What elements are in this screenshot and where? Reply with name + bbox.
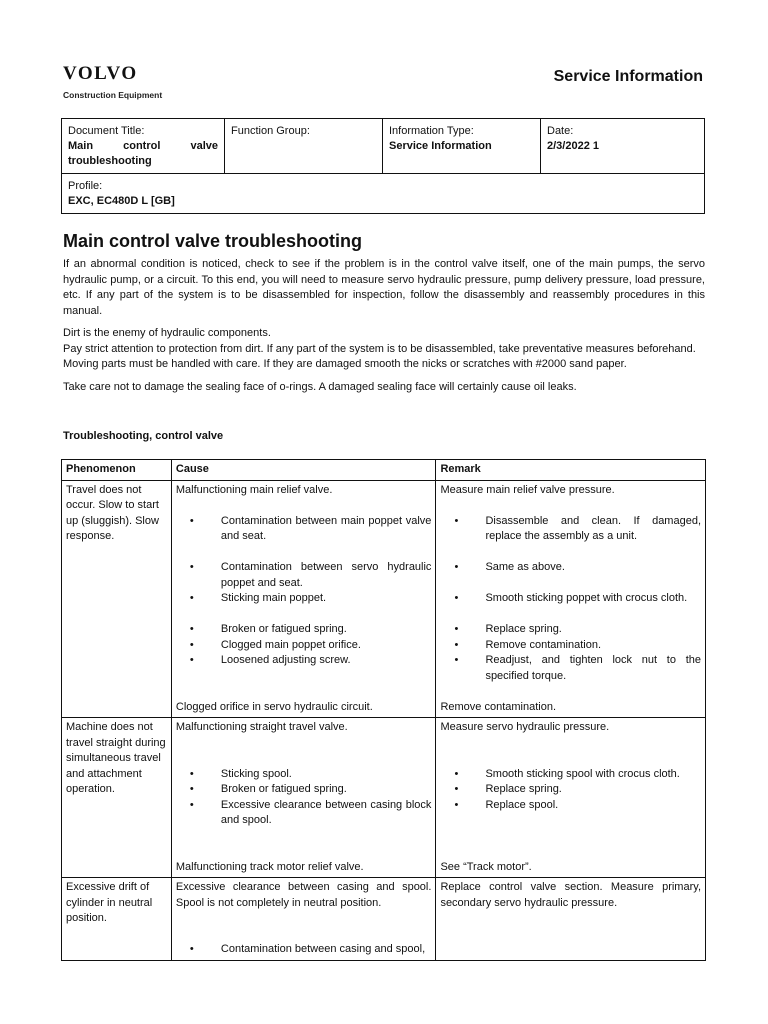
list-item: • Contamination between main poppet valve and seat. bbox=[189, 514, 432, 542]
bullet-icon: • bbox=[189, 592, 194, 604]
cause-cell bbox=[171, 878, 436, 961]
remark-head: Measure main relief valve pressure. bbox=[440, 483, 615, 496]
bullet-icon: • bbox=[189, 514, 194, 527]
remark-head: Measure servo hydraulic pressure. bbox=[440, 721, 610, 733]
logo-subtitle: Construction Equipment bbox=[63, 90, 163, 100]
date-cell bbox=[541, 119, 705, 174]
phenomenon-cell: Machine does not travel straight during simultaneous travel and attachment operation. bbox=[62, 718, 172, 878]
phenomenon-cell: Excessive drift of cylinder in neutral position. bbox=[62, 878, 172, 961]
intro-text bbox=[63, 257, 705, 402]
list-item: • Remove contamination. bbox=[440, 638, 701, 654]
troubleshooting-table bbox=[61, 459, 706, 961]
remark-head: Replace control valve section. Measure primary, secondary servo hydraulic pressure. bbox=[440, 881, 701, 909]
cause-head: Malfunctioning straight travel valve. bbox=[175, 721, 348, 733]
list-item: • Smooth sticking poppet with crocus cloth. bbox=[440, 591, 701, 607]
cause-foot: Malfunctioning track motor relief valve. bbox=[175, 860, 364, 873]
info-type-label: Information Type: bbox=[389, 125, 474, 137]
remark-cell bbox=[436, 718, 706, 878]
intro-paragraph-3: Pay strict attention to protection from dirt. If any part of the system is to be disassembled, take preventative measures beforehand. bbox=[63, 342, 696, 355]
function-group-label: Function Group: bbox=[231, 125, 310, 137]
date-value: 2/3/2022 1 bbox=[547, 140, 599, 152]
list-item: • Disassemble and clean. If damaged, replace the assembly as a unit. bbox=[454, 514, 701, 542]
service-information-title: Service Information bbox=[553, 68, 703, 85]
bullet-icon: • bbox=[189, 638, 194, 651]
list-item: • Same as above. bbox=[440, 560, 701, 576]
list-item: • Contamination between servo hydraulic poppet and seat. bbox=[189, 561, 432, 589]
list-item: • Clogged main poppet orifice. bbox=[176, 638, 432, 654]
doc-title-line2: troubleshooting bbox=[68, 155, 152, 167]
list-item: • Contamination between casing and spool, bbox=[176, 942, 432, 958]
list-item: • Excessive clearance between casing block and spool. bbox=[189, 798, 432, 826]
bullet-icon: • bbox=[454, 798, 459, 811]
bullet-icon: • bbox=[454, 561, 459, 573]
bullet-icon: • bbox=[189, 623, 194, 635]
bullet-icon: • bbox=[189, 561, 194, 573]
remark-cell bbox=[436, 878, 706, 961]
intro-paragraph-2: Dirt is the enemy of hydraulic components. bbox=[63, 327, 271, 339]
info-type-cell bbox=[383, 119, 541, 174]
bullet-icon: • bbox=[189, 943, 194, 955]
profile-label: Profile: bbox=[68, 180, 103, 192]
bullet-icon: • bbox=[454, 654, 459, 666]
bullet-icon: • bbox=[454, 623, 459, 635]
col-header-remark: Remark bbox=[436, 460, 706, 481]
profile-cell bbox=[62, 174, 705, 214]
col-header-phenomenon: Phenomenon bbox=[62, 460, 172, 481]
intro-paragraph-5: Take care not to damage the sealing face of o-rings. A damaged sealing face will certainly cause oil leaks. bbox=[63, 380, 577, 393]
logo-wordmark: VOLVO bbox=[63, 63, 138, 84]
table-row bbox=[62, 878, 706, 961]
list-item: • Loosened adjusting screw. bbox=[176, 653, 432, 669]
function-group-cell bbox=[225, 119, 383, 174]
bullet-icon: • bbox=[454, 767, 459, 780]
bullet-icon: • bbox=[454, 783, 459, 795]
list-item: • Smooth sticking spool with crocus cloth. bbox=[440, 767, 701, 783]
list-item: • Replace spring. bbox=[440, 622, 701, 638]
bullet-icon: • bbox=[189, 767, 194, 780]
cause-head: Excessive clearance between casing and spool. Spool is not completely in neutral position. bbox=[175, 881, 432, 909]
doc-title-line1: Main control valve bbox=[68, 140, 218, 152]
list-item: • Broken or fatigued spring. bbox=[176, 782, 432, 798]
cause-head: Malfunctioning main relief valve. bbox=[175, 483, 333, 496]
table-row bbox=[62, 480, 706, 718]
document-meta-table bbox=[61, 118, 705, 214]
cause-cell bbox=[171, 718, 436, 878]
table-header-row bbox=[62, 460, 706, 481]
list-item: • Sticking main poppet. bbox=[176, 591, 432, 607]
doc-title-cell bbox=[62, 119, 225, 174]
bullet-icon: • bbox=[454, 592, 459, 604]
page-heading: Main control valve troubleshooting bbox=[63, 231, 363, 251]
cause-cell bbox=[171, 480, 436, 718]
list-item: • Replace spool. bbox=[440, 798, 701, 814]
list-item: • Readjust, and tighten lock nut to the specified torque. bbox=[454, 654, 701, 682]
volvo-logo bbox=[63, 64, 162, 100]
remark-foot: See “Track motor”. bbox=[440, 860, 532, 873]
remark-foot: Remove contamination. bbox=[440, 700, 556, 713]
info-type-value: Service Information bbox=[389, 140, 492, 152]
list-item: • Sticking spool. bbox=[176, 767, 432, 783]
table-row bbox=[62, 718, 706, 878]
phenomenon-cell: Travel does not occur. Slow to start up (sluggish). Slow response. bbox=[62, 480, 172, 718]
remark-cell bbox=[436, 480, 706, 718]
list-item: • Broken or fatigued spring. bbox=[176, 622, 432, 638]
doc-title-label: Document Title: bbox=[68, 125, 145, 137]
bullet-icon: • bbox=[189, 783, 194, 795]
date-label: Date: bbox=[547, 125, 574, 137]
bullet-icon: • bbox=[189, 798, 194, 811]
cause-foot: Clogged orifice in servo hydraulic circuit. bbox=[175, 700, 373, 713]
profile-value: EXC, EC480D L [GB] bbox=[68, 195, 175, 207]
intro-paragraph-1: If an abnormal condition is noticed, check to see if the problem is in the control valve itself, one of the main pumps, the servo hydraulic pump, or a circuit. To this end, you will need to measure servo hydraulic pressure, pump delivery pressure, load pressure, etc. If any part of the system is to be disassembled for inspection, follow the disassembly and reassembly procedures in this manual. bbox=[63, 258, 705, 317]
bullet-icon: • bbox=[189, 654, 194, 666]
section-subheading: Troubleshooting, control valve bbox=[63, 430, 224, 442]
intro-paragraph-4: Moving parts must be handled with care. If they are damaged smooth the nicks or scratches with #2000 sand paper. bbox=[63, 358, 627, 370]
col-header-cause: Cause bbox=[171, 460, 436, 481]
list-item: • Replace spring. bbox=[440, 782, 701, 798]
bullet-icon: • bbox=[454, 638, 459, 651]
bullet-icon: • bbox=[454, 514, 459, 527]
